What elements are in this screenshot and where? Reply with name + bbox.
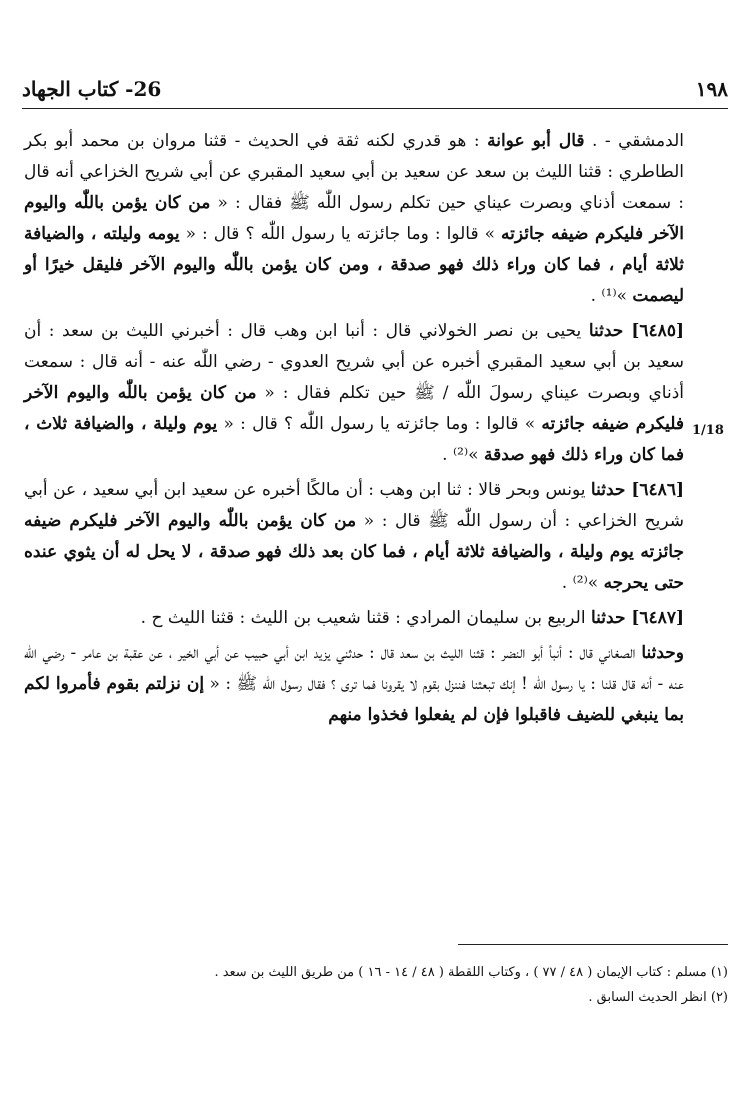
text-span: من كان يؤمن باللّٰه واليوم الآخر فليكرم ضيفه جائزته	[24, 383, 684, 434]
text-span: »⁽²⁾ .	[442, 445, 484, 465]
text-span: من كان يؤمن باللّٰه واليوم الآخر فليكرم ضيفه جائزته يوم وليلة ، والضيافة ثلاثة أيام ، فما كان بعد ذلك فهو صدقة ، لا يحل له أن يثوي عنده حتى يحرجه	[24, 511, 684, 593]
footnote: (١) مسلم : كتاب الإيمان ( ٤٨ / ٧٧ ) ، وكتاب اللقطة ( ٤٨ / ١٤ - ١٦ ) من طريق الليث بن سعد .	[214, 965, 728, 980]
text-span: قال أبو عوانة	[487, 131, 585, 151]
hadith-number: [٦٤٨٥] حدثنا	[588, 321, 684, 341]
chapter-title: 26- كتاب الجهاد	[22, 77, 162, 101]
text-span: يحيى بن نصر الخولاني قال : أنبا ابن وهب قال : أخبرني الليث بن سعد : أن سعيد بن أبي سعيد المقبري أخبره عن أبي شريح العدوي - رضي اللّٰه عنه - أنه قال : سمعت أذناي وبصرت عيناي رسولَ اللّٰه / ﷺ حين تكلم فقال : «	[24, 321, 684, 403]
text-span: »⁽¹⁾ .	[590, 286, 633, 306]
text-span: يوم وليلة ، والضيافة ثلاث ، فما كان وراء ذلك فهو صدقة	[24, 414, 684, 465]
paragraph	[24, 603, 684, 634]
hadith-number: [٦٤٨٦] حدثنا	[590, 480, 684, 500]
text-span: » قالوا : وما جائزته يا رسول اللّٰه ؟ قال : «	[217, 414, 542, 434]
page-number: ١٩٨	[695, 77, 728, 101]
text-span: » قالوا : وما جائزته يا رسول اللّٰه ؟ قال : «	[179, 224, 501, 244]
footnote-separator	[458, 944, 728, 945]
text-span: يونس وبحر قالا : ثنا ابن وهب : أن مالكًا أخبره عن سعيد ابن أبي سعيد ، عن أبي شريح الخزاعي : أن رسول اللّٰه ﷺ قال : «	[24, 480, 684, 531]
footnotes	[24, 960, 728, 1010]
text-span: من كان يؤمن باللّٰه واليوم الآخر فليكرم ضيفه جائزته	[24, 193, 684, 244]
text-span: الدمشقي - .	[584, 131, 684, 151]
paragraph	[24, 475, 684, 599]
paragraph	[24, 638, 684, 731]
margin-note: 1/18	[692, 423, 724, 438]
text-span: وحدثنا	[641, 643, 684, 663]
main-text	[24, 126, 684, 735]
header-rule	[22, 108, 728, 109]
text-span: »⁽²⁾ .	[561, 573, 604, 593]
paragraph	[24, 126, 684, 312]
page-header	[22, 74, 728, 104]
text-span: : هو قدري لكنه ثقة في الحديث - قثنا مروان بن محمد أبو بكر الطاطري : قثنا الليث بن سعد عن سعيد بن أبي سعيد المقبري عن أبي شريح الخزاعي أنه قال : سمعت أذناي وبصرت عيناي حين تكلم رسول اللّٰه ﷺ فقال : «	[24, 131, 685, 213]
text-span: يومه وليلته ، والضيافة ثلاثة أيام ، فما كان وراء ذلك فهو صدقة ، ومن كان يؤمن باللّٰه واليوم الآخر فليقل خيرًا أو ليصمت	[24, 224, 684, 306]
text-span: الصغاني قال : أنبأ أبو النضر : قثنا الليث بن سعد قال : حدثني يزيد ابن أبي حبيب عن أبي الخير ، عن عقبة بن عامر - رضي اللّٰه عنه - أنه قال قلنا : يا رسول اللّٰه ! إنك تبعثنا فننزل بقوم لا يقرونا فما ترى ؟ فقال رسول اللّٰه ﷺ : «	[24, 643, 684, 694]
paragraph	[24, 316, 684, 471]
hadith-number: [٦٤٨٧] حدثنا	[590, 608, 684, 628]
text-span: إن نزلتم بقوم فأمروا لكم بما ينبغي للضيف فاقبلوا فإن لم يفعلوا فخذوا منهم	[24, 674, 684, 725]
text-span: الربيع بن سليمان المرادي : قثنا شعيب بن الليث : قثنا الليث ح .	[140, 608, 591, 628]
footnote: (٢) انظر الحديث السابق .	[588, 990, 728, 1005]
